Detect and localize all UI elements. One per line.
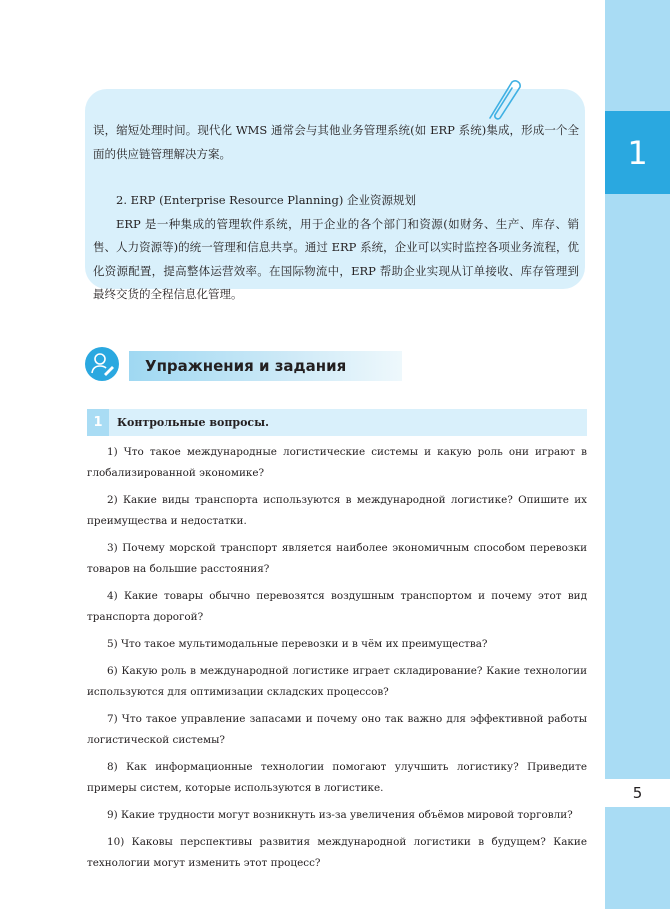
question-item: 8) Как информационные технологии помогают улучшить логистику? Приведите примеры систем, которые используются в логистике. [87, 761, 587, 794]
note-paragraph-continued: 误，缩短处理时间。现代化 WMS 通常会与其他业务管理系统(如 ERP 系统)集成，形成一个全面的供应链管理解决方案。 [93, 123, 579, 161]
questions-header [87, 409, 587, 436]
questions-list [87, 442, 587, 880]
chapter-tab: 1 [605, 111, 670, 194]
question-item: 10) Каковы перспективы развития международной логистики в будущем? Какие технологии могут изменить этот процесс? [87, 836, 587, 869]
question-item: 7) Что такое управление запасами и почему оно так важно для эффективной работы логистической системы? [87, 713, 587, 746]
note-text [93, 119, 579, 307]
questions-number: 1 [87, 409, 109, 436]
question-item: 1) Что такое международные логистические системы и какую роль они играют в глобализированной экономике? [87, 446, 587, 479]
question-item: 4) Какие товары обычно перевозятся воздушным транспортом и почему этот вид транспорта дорогой? [87, 590, 587, 623]
paperclip-icon [482, 74, 524, 122]
questions-title: Контрольные вопросы. [117, 416, 269, 429]
question-item: 5) Что такое мультимодальные перевозки и в чём их преимущества? [107, 638, 488, 650]
exercises-title: Упражнения и задания [145, 357, 347, 375]
note-heading: 2. ERP (Enterprise Resource Planning) 企业资源规划 [116, 193, 416, 207]
page-number: 5 [605, 779, 670, 807]
question-item: 3) Почему морской транспорт является наиболее экономичным способом перевозки товаров на большие расстояния? [87, 542, 587, 575]
question-item: 9) Какие трудности могут возникнуть из-за увеличения объёмов мировой торговли? [107, 809, 573, 821]
question-item: 6) Какую роль в международной логистике играет складирование? Какие технологии используются для оптимизации складских процессов? [87, 665, 587, 698]
note-paragraph-erp: ERP 是一种集成的管理软件系统，用于企业的各个部门和资源(如财务、生产、库存、销售、人力资源等)的统一管理和信息共享。通过 ERP 系统，企业可以实时监控各项业务流程，优化资源配置，提高整体运营效率。在国际物流中，ERP 帮助企业实现从订单接收、库存管理到最终交货的全程信息化管理。 [93, 216, 579, 301]
question-item: 2) Какие виды транспорта используются в международной логистике? Опишите их преимущества и недостатки. [87, 494, 587, 527]
pencil-person-icon [85, 347, 119, 381]
